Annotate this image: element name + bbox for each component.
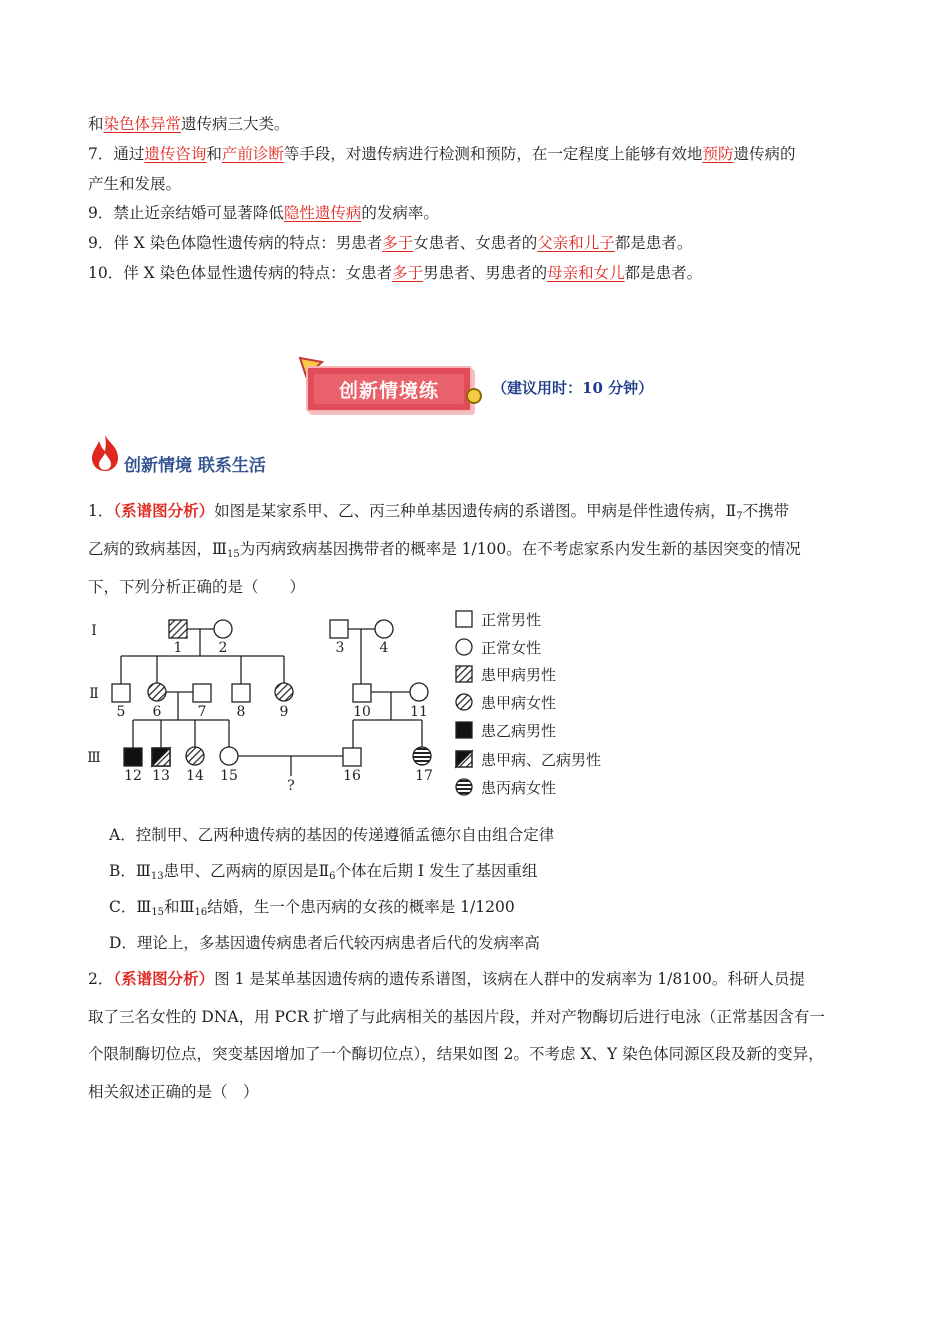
id-label: 10 bbox=[353, 704, 371, 720]
coin-icon bbox=[464, 386, 484, 406]
id-label: 3 bbox=[335, 640, 345, 656]
id-label: 13 bbox=[152, 768, 170, 784]
id-label: 8 bbox=[236, 704, 246, 720]
id-label: 17 bbox=[415, 768, 433, 784]
q2-line: 取了三名女性的 DNA，用 PCR 扩增了与此病相关的基因片段，并对产物酶切后进行电泳（正常基因含有一 bbox=[88, 1008, 825, 1026]
gen-label: I bbox=[91, 623, 97, 639]
q1-line: 乙病的致病基因，$Ⅲ_{15}$为丙病致病基因携带者的概率是 1/100。在不考虑家系内发生新的基因突变的情况 bbox=[88, 540, 801, 560]
legend-label: 患甲病男性 bbox=[481, 666, 557, 684]
id-label: 16 bbox=[343, 768, 361, 784]
legend-label: 正常男性 bbox=[481, 611, 542, 629]
q1-line: 1．（系谱图分析）如图是某家系甲、乙、丙三种单基因遗传病的系谱图。甲病是伴性遗传病，$Ⅱ_7$不携带 bbox=[88, 501, 790, 522]
text-line: 10．伴 X 染色体显性遗传病的特点：女患者多于男患者、男患者的母亲和女儿都是患者。 bbox=[88, 264, 703, 282]
text-line: 和染色体异常遗传病三大类。 bbox=[88, 115, 290, 133]
id-label: 11 bbox=[410, 704, 428, 720]
q1-line: 下，下列分析正确的是（ ） bbox=[88, 578, 306, 596]
suggested-time: （建议用时：10 分钟） bbox=[492, 379, 654, 397]
id-label: 9 bbox=[279, 704, 289, 720]
option-b: B．$Ⅲ_{13}$患甲、乙两病的原因是$Ⅱ_6$个体在后期 I 发生了基因重组 bbox=[109, 862, 538, 882]
q2-line: 相关叙述正确的是（ ） bbox=[88, 1083, 259, 1101]
section-banner bbox=[300, 358, 478, 410]
legend-label: 患甲病、乙病男性 bbox=[481, 751, 602, 769]
text-line: 产生和发展。 bbox=[88, 175, 182, 193]
legend-label: 患甲病女性 bbox=[481, 694, 557, 712]
q2-line: 2．（系谱图分析）图 1 是某单基因遗传病的遗传系谱图，该病在人群中的发病率为 1/8100。科研人员提 bbox=[88, 969, 805, 988]
banner-title: 创新情境练 bbox=[314, 374, 464, 404]
id-label: 2 bbox=[218, 640, 228, 656]
id-label: 15 bbox=[220, 768, 238, 784]
id-label: 1 bbox=[173, 640, 183, 656]
text-line: 9．禁止近亲结婚可显著降低隐性遗传病的发病率。 bbox=[88, 204, 439, 222]
fire-icon bbox=[88, 433, 122, 473]
legend-label: 患丙病女性 bbox=[481, 779, 557, 797]
option-a: A．控制甲、乙两种遗传病的基因的传递遵循孟德尔自由组合定律 bbox=[109, 826, 555, 844]
option-d: D．理论上，多基因遗传病患者后代较丙病患者后代的发病率高 bbox=[109, 934, 540, 952]
id-label: 12 bbox=[124, 768, 142, 784]
gen-label: Ⅲ bbox=[87, 750, 101, 766]
gen-label: Ⅱ bbox=[89, 686, 99, 702]
id-label: 4 bbox=[379, 640, 389, 656]
legend-label: 正常女性 bbox=[481, 639, 542, 657]
id-label: ? bbox=[287, 778, 295, 794]
q2-line: 个限制酶切位点，突变基因增加了一个酶切位点），结果如图 2。不考虑 X、Y 染色体同源区段及新的变异， bbox=[88, 1045, 824, 1063]
text-line: 9．伴 X 染色体隐性遗传病的特点：男患者多于女患者、女患者的父亲和儿子都是患者。 bbox=[88, 234, 693, 252]
id-label: 6 bbox=[152, 704, 162, 720]
section-title: 创新情境 联系生活 bbox=[124, 456, 266, 476]
option-c: C．$Ⅲ_{15}$和$Ⅲ_{16}$结婚，生一个患丙病的女孩的概率是 1/1200 bbox=[109, 898, 515, 918]
pedigree-chart bbox=[84, 604, 644, 804]
legend-label: 患乙病男性 bbox=[481, 722, 557, 740]
id-label: 7 bbox=[197, 704, 207, 720]
id-label: 5 bbox=[116, 704, 126, 720]
text-line: 7．通过遗传咨询和产前诊断等手段，对遗传病进行检测和预防，在一定程度上能够有效地预防遗传病的 bbox=[88, 145, 796, 163]
id-label: 14 bbox=[186, 768, 204, 784]
